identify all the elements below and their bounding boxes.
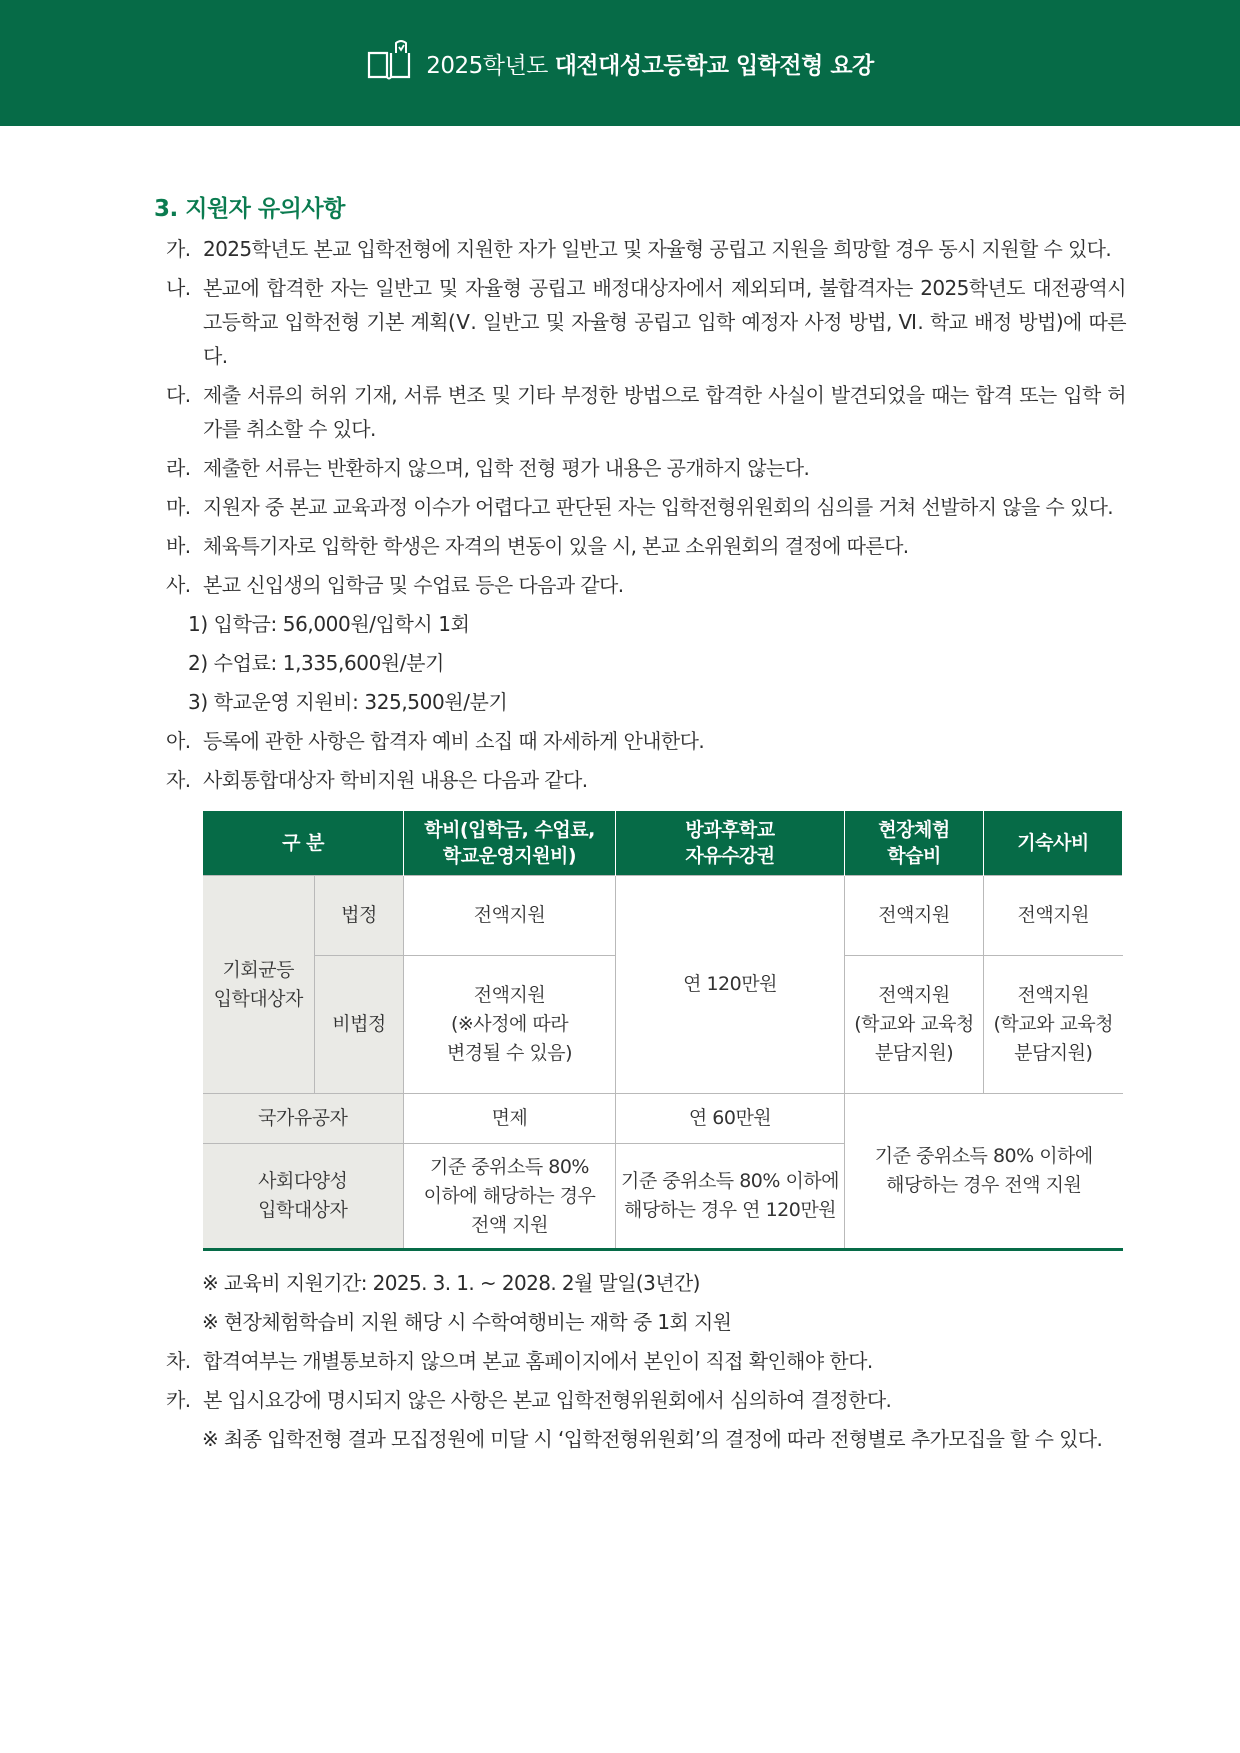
header-tuition-line1: 학비(입학금, 수업료, <box>424 819 595 841</box>
cell-line: (학교와 교육청 <box>993 1013 1114 1035</box>
table-cell <box>404 1144 616 1250</box>
table-cell: 전액지원 <box>845 876 984 956</box>
header-field-line2: 학습비 <box>887 845 941 867</box>
table-cell <box>845 1094 1123 1250</box>
equal-line1: 기회균등 <box>222 958 294 981</box>
header-year: 2025학년도 <box>426 52 548 79</box>
list-item <box>166 568 1126 602</box>
fee-item: 1) 입학금: 56,000원/입학시 1회 <box>188 612 470 636</box>
header-field-line1: 현장체험 <box>878 819 950 841</box>
item-text: 합격여부는 개별통보하지 않으며 본교 홈페이지에서 본인이 직접 확인해야 한다. <box>203 1349 873 1373</box>
list-item <box>166 271 1126 373</box>
list-item <box>166 232 1126 266</box>
cell-line: 전액 지원 <box>471 1213 548 1236</box>
header-title <box>426 47 874 80</box>
row-legal: 법정 <box>315 876 404 956</box>
equal-line2: 입학대상자 <box>213 987 303 1010</box>
support-note: ※ 현장체험학습비 지원 해당 시 수학여행비는 재학 중 1회 지원 <box>202 1310 732 1334</box>
header-afterschool-line2: 자유수강권 <box>685 845 775 867</box>
table-cell: 연 120만원 <box>616 876 845 1094</box>
row-social-diversity <box>203 1144 404 1250</box>
header-tuition-line2: 학교운영지원비) <box>442 845 577 867</box>
list-item <box>166 378 1126 446</box>
table-cell: 전액지원 <box>984 876 1123 956</box>
list-item <box>166 724 1126 758</box>
fee-item: 3) 학교운영 지원비: 325,500원/분기 <box>188 690 508 714</box>
header-afterschool <box>616 811 845 876</box>
cell-line: 기준 중위소득 80% 이하에 <box>874 1145 1093 1167</box>
cell-line: (학교와 교육청 <box>854 1013 974 1035</box>
item-text: 제출 서류의 허위 기재, 서류 변조 및 기타 부정한 방법으로 합격한 사실이 발견되었을 때는 합격 또는 입학 허가를 취소할 수 있다. <box>203 383 1126 441</box>
item-text: 본교에 합격한 자는 일반고 및 자율형 공립고 배정대상자에서 제외되며, 불합격자는 2025학년도 대전광역시 고등학교 입학전형 기본 계획(Ⅴ. 일반고 및 자율형 공립고 입학 예정자 사정 방법, Ⅵ. 학교 배정 방법)에 따른다. <box>203 276 1126 368</box>
table-row <box>203 876 1123 956</box>
item-marker: 아. <box>166 729 191 753</box>
item-marker: 카. <box>166 1388 191 1412</box>
table-cell <box>404 956 616 1094</box>
cell-line: 변경될 수 있음) <box>446 1042 573 1064</box>
cell-line: 해당하는 경우 전액 지원 <box>886 1174 1082 1196</box>
cell-line: 사회다양성 <box>258 1170 348 1192</box>
cell-line: 전액지원 <box>1017 984 1089 1006</box>
cell-line: 분담지원) <box>874 1042 954 1064</box>
item-marker: 자. <box>166 768 191 792</box>
cell-line: (※사정에 따라 <box>450 1013 569 1035</box>
table-cell: 면제 <box>404 1094 616 1144</box>
cell-line: 분담지원) <box>1014 1042 1093 1064</box>
item-text: 사회통합대상자 학비지원 내용은 다음과 같다. <box>203 768 588 792</box>
cell-line: 기준 중위소득 80% <box>430 1155 589 1178</box>
cell-line: 해당하는 경우 연 120만원 <box>623 1199 837 1221</box>
table-header-row <box>203 811 1123 876</box>
row-equal-opportunity <box>203 876 315 1094</box>
cell-line: 입학대상자 <box>258 1199 348 1221</box>
table-cell: 연 60만원 <box>616 1094 845 1144</box>
item-marker: 바. <box>166 534 191 558</box>
table-cell: 전액지원 <box>404 876 616 956</box>
table-row <box>203 1094 1123 1144</box>
list-item <box>166 451 1126 485</box>
header-banner <box>0 0 1240 126</box>
table-cell <box>845 956 984 1094</box>
list-item <box>166 490 1126 524</box>
support-note: ※ 교육비 지원기간: 2025. 3. 1. ~ 2028. 2월 말일(3년간) <box>202 1271 700 1295</box>
cell-line: 전액지원 <box>878 984 950 1006</box>
item-text: 제출한 서류는 반환하지 않으며, 입학 전형 평가 내용은 공개하지 않는다. <box>203 456 810 480</box>
table-cell <box>984 956 1123 1094</box>
item-marker: 차. <box>166 1349 191 1373</box>
row-veteran: 국가유공자 <box>203 1094 404 1144</box>
item-marker: 사. <box>166 573 191 597</box>
header-dorm: 기숙사비 <box>984 811 1123 876</box>
item-marker: 라. <box>166 456 191 480</box>
header-afterschool-line1: 방과후학교 <box>685 819 775 841</box>
header-field-trip <box>845 811 984 876</box>
row-non-legal: 비법정 <box>315 956 404 1094</box>
list-item <box>166 1383 1126 1417</box>
item-text: 지원자 중 본교 교육과정 이수가 어렵다고 판단된 자는 입학전형위원회의 심의를 거쳐 선발하지 않을 수 있다. <box>203 495 1114 519</box>
item-marker: 가. <box>166 237 191 261</box>
fee-item: 2) 수업료: 1,335,600원/분기 <box>188 651 445 675</box>
section-title: 3. 지원자 유의사항 <box>154 196 345 222</box>
header-tuition <box>404 811 616 876</box>
cell-line: 이하에 해당하는 경우 <box>423 1184 596 1207</box>
list-item <box>166 763 1126 797</box>
header-school-name: 대전대성고등학교 입학전형 요강 <box>554 52 874 79</box>
item-marker: 다. <box>166 383 191 407</box>
list-item <box>166 1344 1126 1378</box>
item-text: 2025학년도 본교 입학전형에 지원한 자가 일반고 및 자율형 공립고 지원을 희망할 경우 동시 지원할 수 있다. <box>203 237 1112 261</box>
item-text: 체육특기자로 입학한 학생은 자격의 변동이 있을 시, 본교 소위원회의 결정에 따른다. <box>203 534 909 558</box>
cell-line: 기준 중위소득 80% 이하에 <box>620 1170 840 1192</box>
item-text: 본 입시요강에 명시되지 않은 사항은 본교 입학전형위원회에서 심의하여 결정한다. <box>203 1388 892 1412</box>
item-text: 등록에 관한 사항은 합격자 예비 소집 때 자세하게 안내한다. <box>203 729 705 753</box>
list-item <box>166 529 1126 563</box>
item-text: 본교 신입생의 입학금 및 수업료 등은 다음과 같다. <box>203 573 624 597</box>
final-note: ※ 최종 입학전형 결과 모집정원에 미달 시 ‘입학전형위원회’의 결정에 따라 전형별로 추가모집을 할 수 있다. <box>202 1427 1103 1451</box>
table-cell <box>616 1144 845 1250</box>
cell-line: 전액지원 <box>473 984 546 1006</box>
header-category: 구 분 <box>203 811 404 876</box>
item-marker: 마. <box>166 495 191 519</box>
item-marker: 나. <box>166 276 191 300</box>
book-icon <box>366 39 412 81</box>
tuition-support-table <box>202 811 1123 1251</box>
